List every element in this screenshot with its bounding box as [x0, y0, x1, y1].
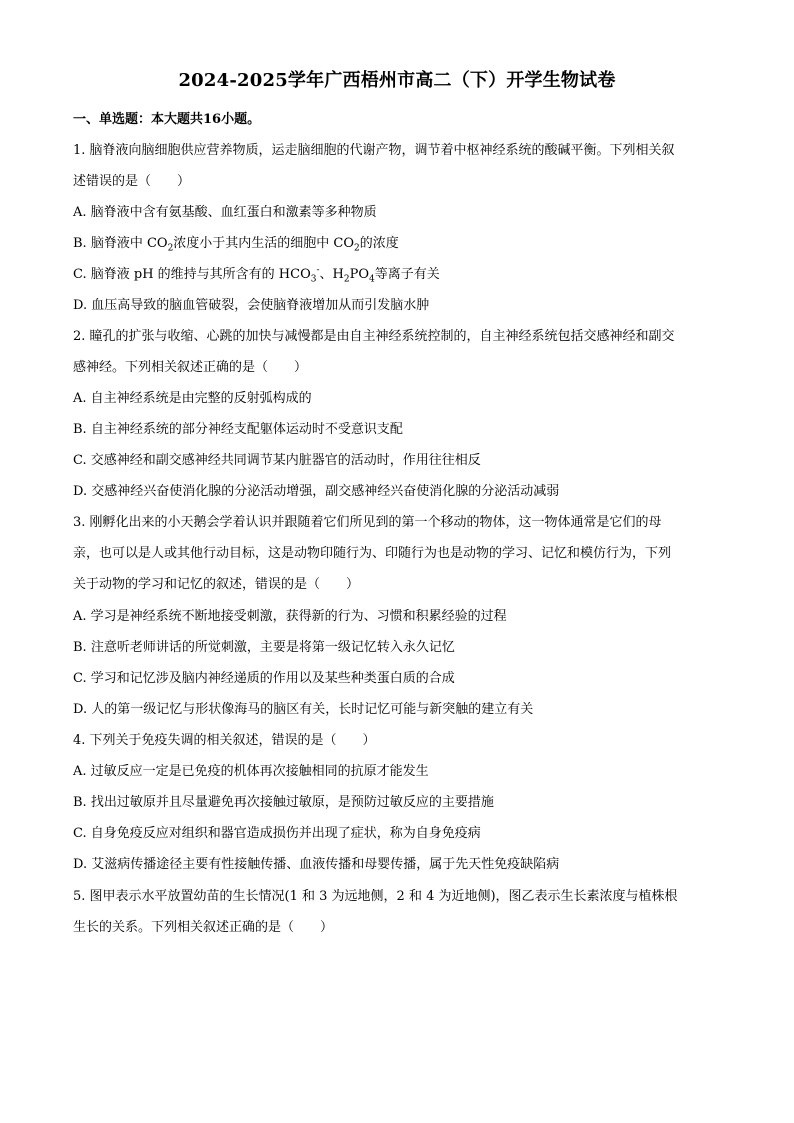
section-heading: 一、单选题：本大题共16小题。: [73, 112, 261, 127]
q1-option-c-text-3: PO: [349, 267, 370, 282]
q1-option-c-text-4: 等离子有关: [374, 267, 440, 282]
q4-option-d: D. 艾滋病传播途径主要有性接触传播、血液传播和母婴传播，属于先天性免疫缺陷病: [73, 857, 560, 872]
q3-stem-line2: 亲，也可以是人或其他行动目标，这是动物印随行为、印随行为也是动物的学习、记忆和模仿行为，下列: [73, 546, 672, 561]
q3-option-a: A. 学习是神经系统不断地接受刺激，获得新的行为、习惯和积累经验的过程: [73, 609, 507, 624]
q2-option-a: A. 自主神经系统是由完整的反射弧构成的: [73, 391, 312, 406]
q1-stem-line2: 述错误的是（ ）: [73, 174, 191, 189]
q1-option-b-text-2: 浓度小于其内生活的细胞中 CO: [173, 236, 355, 251]
q3-stem-line3: 关于动物的学习和记忆的叙述，错误的是（ ）: [73, 577, 360, 592]
q1-option-b-text-1: B. 脑脊液中 CO: [73, 236, 168, 251]
q1-stem-line1: 1. 脑脊液向脑细胞供应营养物质，运走脑细胞的代谢产物，调节着中枢神经系统的酸碱平衡。下列相关叙: [73, 143, 675, 158]
q2-option-c: C. 交感神经和副交感神经共同调节某内脏器官的活动时，作用往往相反: [73, 453, 481, 468]
q4-option-b: B. 找出过敏原并且尽量避免再次接触过敏原，是预防过敏反应的主要措施: [73, 795, 494, 810]
q1-option-b-sub-2: 2: [354, 243, 360, 254]
q1-option-c-text-1: C. 脑脊液 pH 的维持与其所含有的 HCO: [73, 267, 311, 282]
q1-option-c-sub-2: 2: [343, 274, 350, 285]
q3-option-b: B. 注意听老师讲话的所觉刺激，主要是将第一级记忆转入永久记忆: [73, 640, 455, 655]
q5-stem-line2: 生长的关系。下列相关叙述正确的是（ ）: [73, 920, 334, 935]
q1-option-b-text-3: 的浓度: [359, 236, 399, 251]
q2-stem-line2: 感神经。下列相关叙述正确的是（ ）: [73, 360, 308, 375]
q2-option-d: D. 交感神经兴奋使消化腺的分泌活动增强，副交感神经兴奋使消化腺的分泌活动减弱: [73, 484, 560, 499]
q1-option-c-sup-1: -: [316, 265, 320, 276]
q4-option-a: A. 过敏反应一定是已免疫的机体再次接触相同的抗原才能发生: [73, 764, 429, 779]
q2-option-b: B. 自主神经系统的部分神经支配躯体运动时不受意识支配: [73, 422, 403, 437]
q2-stem-line1: 2. 瞳孔的扩张与收缩、心跳的加快与减慢都是由自主神经系统控制的，自主神经系统包括交感神经和副交: [73, 329, 675, 344]
q4-option-c: C. 自身免疫反应对组织和器官造成损伤并出现了症状，称为自身免疫病: [73, 826, 481, 841]
q1-option-c-text-2: 、H: [319, 267, 344, 282]
q3-option-c: C. 学习和记忆涉及脑内神经递质的作用以及某些种类蛋白质的合成: [73, 671, 455, 686]
q1-option-c-sub-1: 3: [310, 274, 317, 285]
q1-option-a: A. 脑脊液中含有氨基酸、血红蛋白和激素等多种物质: [73, 205, 377, 220]
q3-stem-line1: 3. 刚孵化出来的小天鹅会学着认识并跟随着它们所见到的第一个移动的物体，这一物体通常是它们的母: [73, 515, 662, 530]
q3-option-d: D. 人的第一级记忆与形状像海马的脑区有关，长时记忆可能与新突触的建立有关: [73, 702, 534, 717]
q1-option-b-sub-1: 2: [167, 243, 174, 254]
exam-title: 2024-2025学年广西梧州市高二（下）开学生物试卷: [178, 70, 616, 91]
q5-stem-line1: 5. 图甲表示水平放置幼苗的生长情况(1 和 3 为远地侧，2 和 4 为近地侧)，图乙表示生长素浓度与植株根: [73, 889, 678, 904]
q1-option-c: [73, 267, 440, 283]
q1-option-d: D. 血压高导致的脑血管破裂，会使脑脊液增加从而引发脑水肿: [73, 298, 430, 313]
q1-option-c-sub-3: 4: [369, 274, 375, 285]
q4-stem-line1: 4. 下列关于免疫失调的相关叙述，错误的是（ ）: [73, 733, 376, 748]
q1-option-b: [73, 236, 399, 252]
